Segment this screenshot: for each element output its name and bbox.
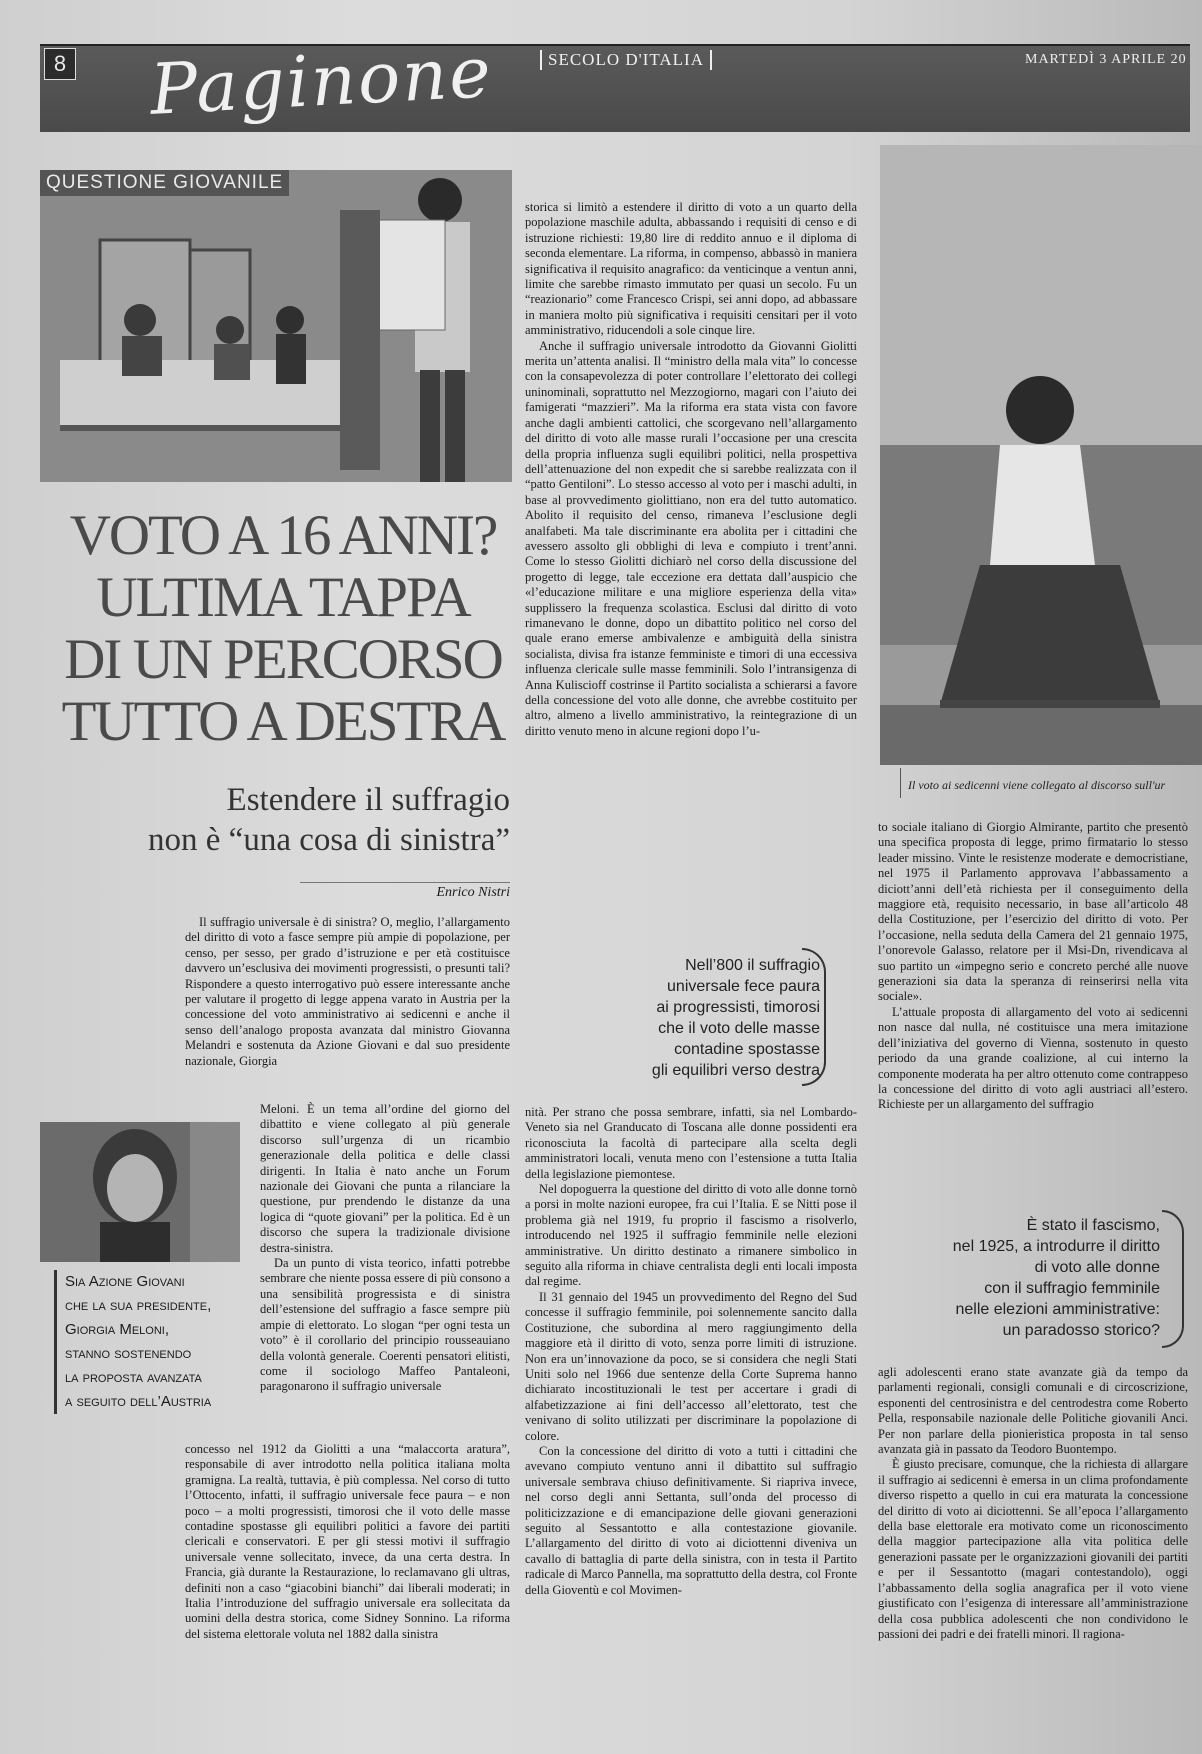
paragraph: Il suffragio universale è di sinistra? O, meglio, l’allargamento del diritto di voto a fasce sempre più ampie di popolazione, per censo, per sesso, per grado d’istruzione e per età costituisce davvero un’esclusiva dei movimenti progressisti, o presunti tali? Rispondere a questo interrogativo può essere interessante anche per valutare il progetto di legge appena varato in Austria per la concessione del voto amministrativo ai sedicenni e anche il senso dell’analogo proposta avanzata dal ministro Giovanna Melandri e sostenuta da Azione Giovani e dal suo presidente nazionale, Giorgia — [185, 915, 510, 1068]
subheadline — [60, 780, 510, 860]
headline-line-4: TUTTO A DESTRA — [61, 690, 505, 753]
pullquote-line: un paradosso storico? — [1002, 1322, 1160, 1339]
pullquote-line: universale fece paura — [667, 978, 820, 995]
pullquote-line: È stato il fascismo, — [1026, 1217, 1160, 1234]
headline-line-1: VOTO A 16 ANNI? — [69, 504, 497, 567]
pullquote-line: con il suffragio femminile — [984, 1280, 1160, 1297]
page-number: 8 — [44, 48, 76, 80]
paragraph: Da un punto di vista teorico, infatti potrebbe sembrare che niente possa essere di più consono a una sensibilità progressista e di sinistra dell’estensione del suffragio a fasce sempre più ampie di elettorato. Lo slogan “per ogni testa un voto” è il corollario del principio rousseauiano della volontà generale. Coerenti pensatori elitisti, come il sociologo Maffeo Pantaleoni, paragonarono il suffragio universale — [260, 1256, 510, 1394]
pullquote-line: gli equilibri verso destra — [651, 1062, 820, 1079]
byline: Enrico Nistri — [300, 882, 510, 901]
headline-line-2: ULTIMA TAPPA — [96, 566, 470, 629]
article-column-1-middle — [260, 1102, 510, 1395]
article-column-2-top — [525, 200, 857, 739]
young-woman-photo — [880, 145, 1202, 765]
caption-line: che la sua presidente, — [65, 1297, 212, 1314]
pullquote-line: ai progressisti, timorosi — [656, 999, 820, 1016]
article-column-3-top — [878, 820, 1188, 1113]
paragraph: concesso nel 1912 da Giolitti a una “malaccorta aratura”, responsabile di aver introdotto nella politica italiana molta gramigna. La realtà, tuttavia, è più complessa. Nel corso di tutto l’Ottocento, infatti, il suffragio universale fece paura – e non poco – a molti progressisti, timorosi che il voto delle masse contadine spostasse gli equilibri politici a favore dei partiti clericali e conservatori. E per gli stessi motivi il suffragio universale venne sollecitato, invece, da una certa destra. In Francia, già durante la Restaurazione, lo reclamavano gli ultras, definiti non a caso “giacobini bianchi” dai liberali moderati; in Italia l’introduzione del suffragio universale era sollecitata da uomini della destra storica, come Sidney Sonnino. La riforma del sistema elettorale voluta nel 1882 dalla sinistra — [185, 1442, 510, 1641]
section-title: Paginone — [148, 31, 495, 131]
paragraph: Anche il suffragio universale introdotto da Giovanni Giolitti merita un’attenta analisi. Il “ministro della mala vita” lo concesse con la consapevolezza di poter controllare l’elettorato dei collegi uninominali, soprattutto nel Mezzogiorno, magari con l’aiuto dei famigerati “mazzieri”. Ma la riforma era stata vista con favore anche dagli ambienti cattolici, che scorgevano nell’allargamento del diritto di voto alle masse rurali l’occasione per una crescita della propria influenza sugli equilibri politici, nella prospettiva dell’attenuazione del non expedit che si sarebbe realizzata con il “patto Gentiloni”. Lo stesso accesso al voto per i maschi adulti, in base al provvedimento giolittiano, non era del tutto automatico. Abolito il requisito del censo, rimaneva l’esclusione degli analfabeti. Ma tale discriminante era abolita per i cittadini che avessero assolto gli obblighi di leva e compiuto i trent’anni. Come lo stesso Giolitti dichiarò nel corso della discussione del progetto di legge, tale eccezione era dettata dall’auspicio che «l’educazione militare e una migliore esperienza della vita» supplissero la frequenza scolastica. Esclusi dal diritto di voto rimanevano le donne, dopo un dibattito politico nel corso del quale erano emerse ambivalenze e ambiguità della sinistra socialista, divisa fra istanze femministe e timori di una eccessiva influenza clericale sulle masse femminili. Solo l’intransigenza di Anna Kuliscioff costrinse il Partito socialista a schierarsi a favore della concessione del voto alle donne, che avrebbe costituito per altro, almeno a livello amministrativo, la reintegrazione di un diritto venuto meno in alcune regioni dopo l’u- — [525, 338, 857, 738]
paragraph: Meloni. È un tema all’ordine del giorno del dibattito e viene collegato al più generale discorso sull’urgenza di un ricambio generazionale della politica e delle classi dirigenti. In Italia è nato anche un Forum nazionale dei Giovani che punta a rilanciare la questione, pur prendendo le distanze da una logica di “quote giovani” per la politica. Ed è un discorso che supera la tradizionale divisione destra-sinistra. — [260, 1102, 510, 1255]
section-kicker: QUESTIONE GIOVANILE — [40, 170, 289, 196]
pullquote-line: nel 1925, a introdurre il diritto — [952, 1238, 1160, 1255]
issue-date: MARTEDÌ 3 APRILE 20 — [1025, 52, 1187, 67]
caption-line: a seguito dell’Austria — [65, 1393, 212, 1410]
polling-station-photo — [40, 170, 512, 482]
paragraph: nità. Per strano che possa sembrare, infatti, sia nel Lombardo-Veneto sia nel Granducato di Toscana alle donne possidenti era riconosciuta la facoltà di partecipare alla scelta degli amministratori locali, venuta meno con l’estensione a tutta Italia della legislazione piemontese. — [525, 1105, 857, 1181]
article-column-2-bottom — [525, 1105, 857, 1598]
pullquote-line: che il voto delle masse — [658, 1020, 820, 1037]
pullquote-bracket — [802, 948, 826, 1086]
subhead-line-2: non è “una cosa di sinistra” — [148, 822, 510, 858]
main-headline — [48, 505, 518, 753]
subhead-line-1: Estendere il suffragio — [226, 782, 510, 818]
article-column-3-bottom — [878, 1365, 1188, 1642]
giorgia-meloni-portrait — [40, 1122, 240, 1262]
caption-line: la proposta avanzata — [65, 1369, 202, 1386]
pullquote-fascism — [900, 1215, 1160, 1341]
caption-line: stanno sostenendo — [65, 1345, 192, 1362]
paragraph: Nel dopoguerra la questione del diritto di voto alle donne tornò a porsi in molte nazioni europee, fra cui l’Italia. E se Nitti pose il problema già nel 1919, fu proprio il fascismo a risolverlo, introducendo nel 1925 il suffragio femminile nelle elezioni amministrative. Un diritto destinato a rimanere simbolico in seguito alla riforma in chiave centralista degli enti locali imposta dal regime. — [525, 1182, 857, 1289]
paragraph: to sociale italiano di Giorgio Almirante, partito che presentò una specifica proposta di legge, primo firmatario lo stesso leader missino. Vinte le resistenze moderate e democristiane, nel 1975 il Parlamento approvava l’abbassamento a diciott’anni dell’età richiesta per il conseguimento della maggiore età, requisito necessario, in base all’articolo 48 della Costituzione, per l’esercizio del diritto di voto. Per l’occasione, nella seduta della Camera del 21 gennaio 1975, l’onorevole Galasso, relatore per il Msi-Dn, rivendicava al suo partito un «impegno serio e concreto perché alle nuove generazioni sia data la speranza di reinserirsi nella vita sociale». — [878, 820, 1188, 1004]
caption-line: Giorgia Meloni, — [65, 1321, 170, 1338]
paragraph: L’attuale proposta di allargamento del voto ai sedicenni non nasce dal nulla, né costituisce una mera imitazione dell’iniziativa del governo di Vienna, sostenuto in questo periodo da una grande coalizione, al cui interno la componente moderata ha per altro ottenuto come contrappeso la concessione del diritto di voto agli austriaci all’estero. Richieste per un allargamento del suffragio — [878, 1004, 1188, 1112]
portrait-caption — [54, 1270, 255, 1414]
paragraph: È giusto precisare, comunque, che la richiesta di allargare il suffragio ai sedicenni è emersa in un clima profondamente diverso rispetto a quello in cui era maturata la concessione del diritto di voto ai diciottenni. Se all’epoca l’allargamento della base elettorale era motivato come un riconoscimento della maggior partecipazione alla vita politica delle generazioni passate per le organizzazioni giovanili dei partiti e per il Sessantotto (magari contestandolo), oggi l’abbassamento della soglia anagrafica per il voto viene giustificato con l’esigenza di interessare all’amministrazione della cosa pubblica adolescenti che non condividono le passioni dei padri e dei fratelli minori. Il ragiona- — [878, 1457, 1188, 1641]
pullquote-line: contadine spostasse — [674, 1041, 820, 1058]
article-column-1-top — [185, 915, 510, 1069]
pullquote-19th-century — [580, 955, 820, 1081]
paragraph: agli adolescenti erano state avanzate già da tempo da parlamenti regionali, consigli comunali e di circoscrizione, esponenti del centrosinistra e del centrodestra come Roberto Pella, responsabile nazionale delle Politiche giovanili Anci. Per non parlare della pionieristica proposta in tal senso avanzata già in passato da Teodoro Buontempo. — [878, 1365, 1188, 1457]
paragraph: storica si limitò a estendere il diritto di voto a un quarto della popolazione maschile adulta, abbassando i requisiti di censo e di istruzione richiesti: 19,80 lire di reddito annuo e il diploma di seconda elementare. La riforma, in compenso, abbassò in maniera significativa il requisito anagrafico: da venticinque a ventun anni, limite che sarebbe rimasto immutato per quasi un secolo. Fu un “reazionario” come Francesco Crispi, sei anni dopo, ad abbassare in maniera molto più significativa i requisiti censitari per il voto amministrativo, riducendoli a sole cinque lire. — [525, 200, 857, 338]
pullquote-line: Nell’800 il suffragio — [685, 957, 820, 974]
paragraph: Con la concessione del diritto di voto a tutti i cittadini che avevano compiuto ventuno anni il dibattito sul suffragio universale sembrava chiuso definitivamente. Si riapriva invece, nel corso degli anni Settanta, sull’onda del processo di politicizzazione e di emancipazione delle giovani generazioni seguito al Sessantotto e alla contestazione giovanile. L’allargamento del diritto di voto ai diciottenni diveniva un cavallo di battaglia di parte della sinistra, con in testa il Partito radicale di Marco Pannella, ma soprattutto della destra, col Fronte della Gioventù e col Movimen- — [525, 1443, 857, 1597]
pullquote-line: di voto alle donne — [1034, 1259, 1160, 1276]
article-column-1-bottom — [185, 1442, 510, 1642]
paragraph: Il 31 gennaio del 1945 un provvedimento del Regno del Sud concesse il suffragio femminile, poi solennemente sancito dalla Costituzione, che subordina al mero raggiungimento della maggiore età il diritto di voto, senza porre limiti di istruzione. Non era un’innovazione da poco, se si considera che negli Stati Uniti solo nel 1966 due sentenze della Corte Suprema hanno dichiarato incostituzionali le test per accertare i gradi di alfabetizzazione ai fini dell’accesso all’elettorato, test che venivano di solito utilizzati per discriminare la popolazione di colore. — [525, 1289, 857, 1443]
caption-line: Sia Azione Giovani — [65, 1273, 185, 1290]
pullquote-bracket — [1162, 1210, 1184, 1348]
newspaper-name: SECOLO D'ITALIA — [540, 50, 712, 70]
photo-caption: Il voto ai sedicenni viene collegato al discorso sull'ur — [908, 778, 1166, 792]
headline-line-3: DI UN PERCORSO — [64, 628, 502, 691]
pullquote-line: nelle elezioni amministrative: — [955, 1301, 1160, 1318]
caption-rule — [900, 768, 901, 798]
